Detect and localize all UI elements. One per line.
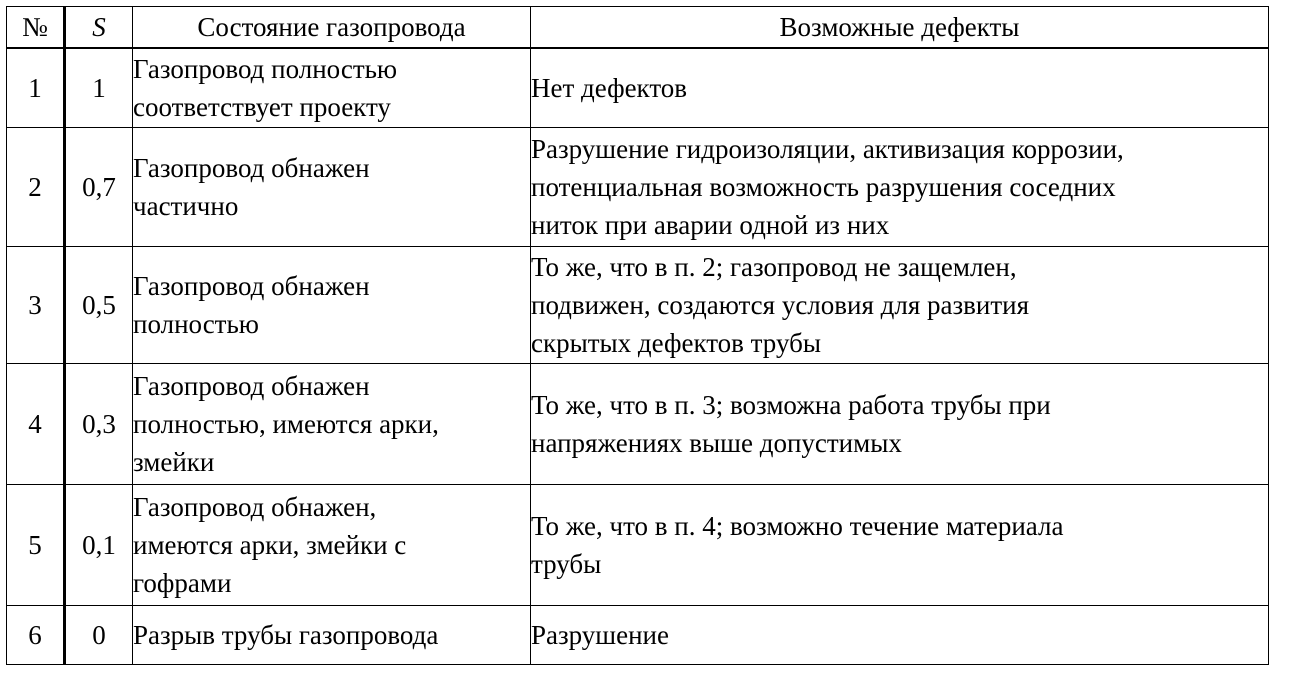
- row-defects: [531, 606, 1269, 665]
- header-possible-defects: Возможные дефекты: [531, 7, 1269, 49]
- row-number: 5: [7, 485, 65, 606]
- row-defects: [531, 485, 1269, 606]
- defects-line: трубы: [531, 549, 602, 579]
- row-number: 1: [7, 48, 65, 128]
- defects-line: скрытых дефектов трубы: [531, 328, 821, 358]
- state-line: гофрами: [133, 568, 232, 598]
- row-state: [133, 364, 531, 485]
- defects-line: потенциальная возможность разрушения соседних: [531, 172, 1116, 202]
- state-line: полностью, имеются арки,: [133, 409, 439, 439]
- defects-line: Разрушение гидроизоляции, активизация коррозии,: [531, 134, 1124, 164]
- row-s-value: 0,3: [65, 364, 133, 485]
- header-row: [7, 7, 1269, 49]
- row-number: 2: [7, 128, 65, 247]
- row-state: [133, 128, 531, 247]
- row-defects: [531, 247, 1269, 364]
- row-number: 4: [7, 364, 65, 485]
- state-line: Газопровод обнажен,: [133, 492, 377, 522]
- row-s-value: 1: [65, 48, 133, 128]
- pipeline-defects-table: [6, 6, 1269, 665]
- header-s-coefficient: S: [65, 7, 133, 49]
- row-defects: [531, 48, 1269, 128]
- row-s-value: 0,7: [65, 128, 133, 247]
- state-line: соответствует проекту: [133, 92, 391, 122]
- row-state: [133, 247, 531, 364]
- row-state: [133, 606, 531, 665]
- state-line: имеются арки, змейки с: [133, 530, 407, 560]
- state-line: полностью: [133, 309, 259, 339]
- table-row: [7, 247, 1269, 364]
- state-line: Газопровод обнажен: [133, 153, 370, 183]
- table-row: [7, 364, 1269, 485]
- table-row: [7, 485, 1269, 606]
- defects-line: подвижен, создаются условия для развития: [531, 290, 1030, 320]
- row-state: [133, 485, 531, 606]
- defects-line: То же, что в п. 3; возможна работа трубы при: [531, 390, 1051, 420]
- row-number: 3: [7, 247, 65, 364]
- state-line: змейки: [133, 447, 215, 477]
- table-row: [7, 48, 1269, 128]
- state-line: Разрыв трубы газопровода: [133, 620, 439, 650]
- state-line: частично: [133, 191, 239, 221]
- row-defects: [531, 128, 1269, 247]
- header-number: №: [7, 7, 65, 49]
- defects-line: Разрушение: [531, 620, 669, 650]
- row-s-value: 0: [65, 606, 133, 665]
- defects-line: ниток при аварии одной из них: [531, 210, 890, 240]
- state-line: Газопровод обнажен: [133, 271, 370, 301]
- row-s-value: 0,5: [65, 247, 133, 364]
- defects-line: То же, что в п. 2; газопровод не защемлен,: [531, 252, 1017, 282]
- header-pipeline-state: Состояние газопровода: [133, 7, 531, 49]
- state-line: Газопровод полностью: [133, 54, 398, 84]
- defects-line: напряжениях выше допустимых: [531, 428, 902, 458]
- row-number: 6: [7, 606, 65, 665]
- table-row: [7, 606, 1269, 665]
- state-line: Газопровод обнажен: [133, 371, 370, 401]
- row-s-value: 0,1: [65, 485, 133, 606]
- defects-line: Нет дефектов: [531, 73, 688, 103]
- row-state: [133, 48, 531, 128]
- row-defects: [531, 364, 1269, 485]
- table-row: [7, 128, 1269, 247]
- defects-line: То же, что в п. 4; возможно течение материала: [531, 511, 1064, 541]
